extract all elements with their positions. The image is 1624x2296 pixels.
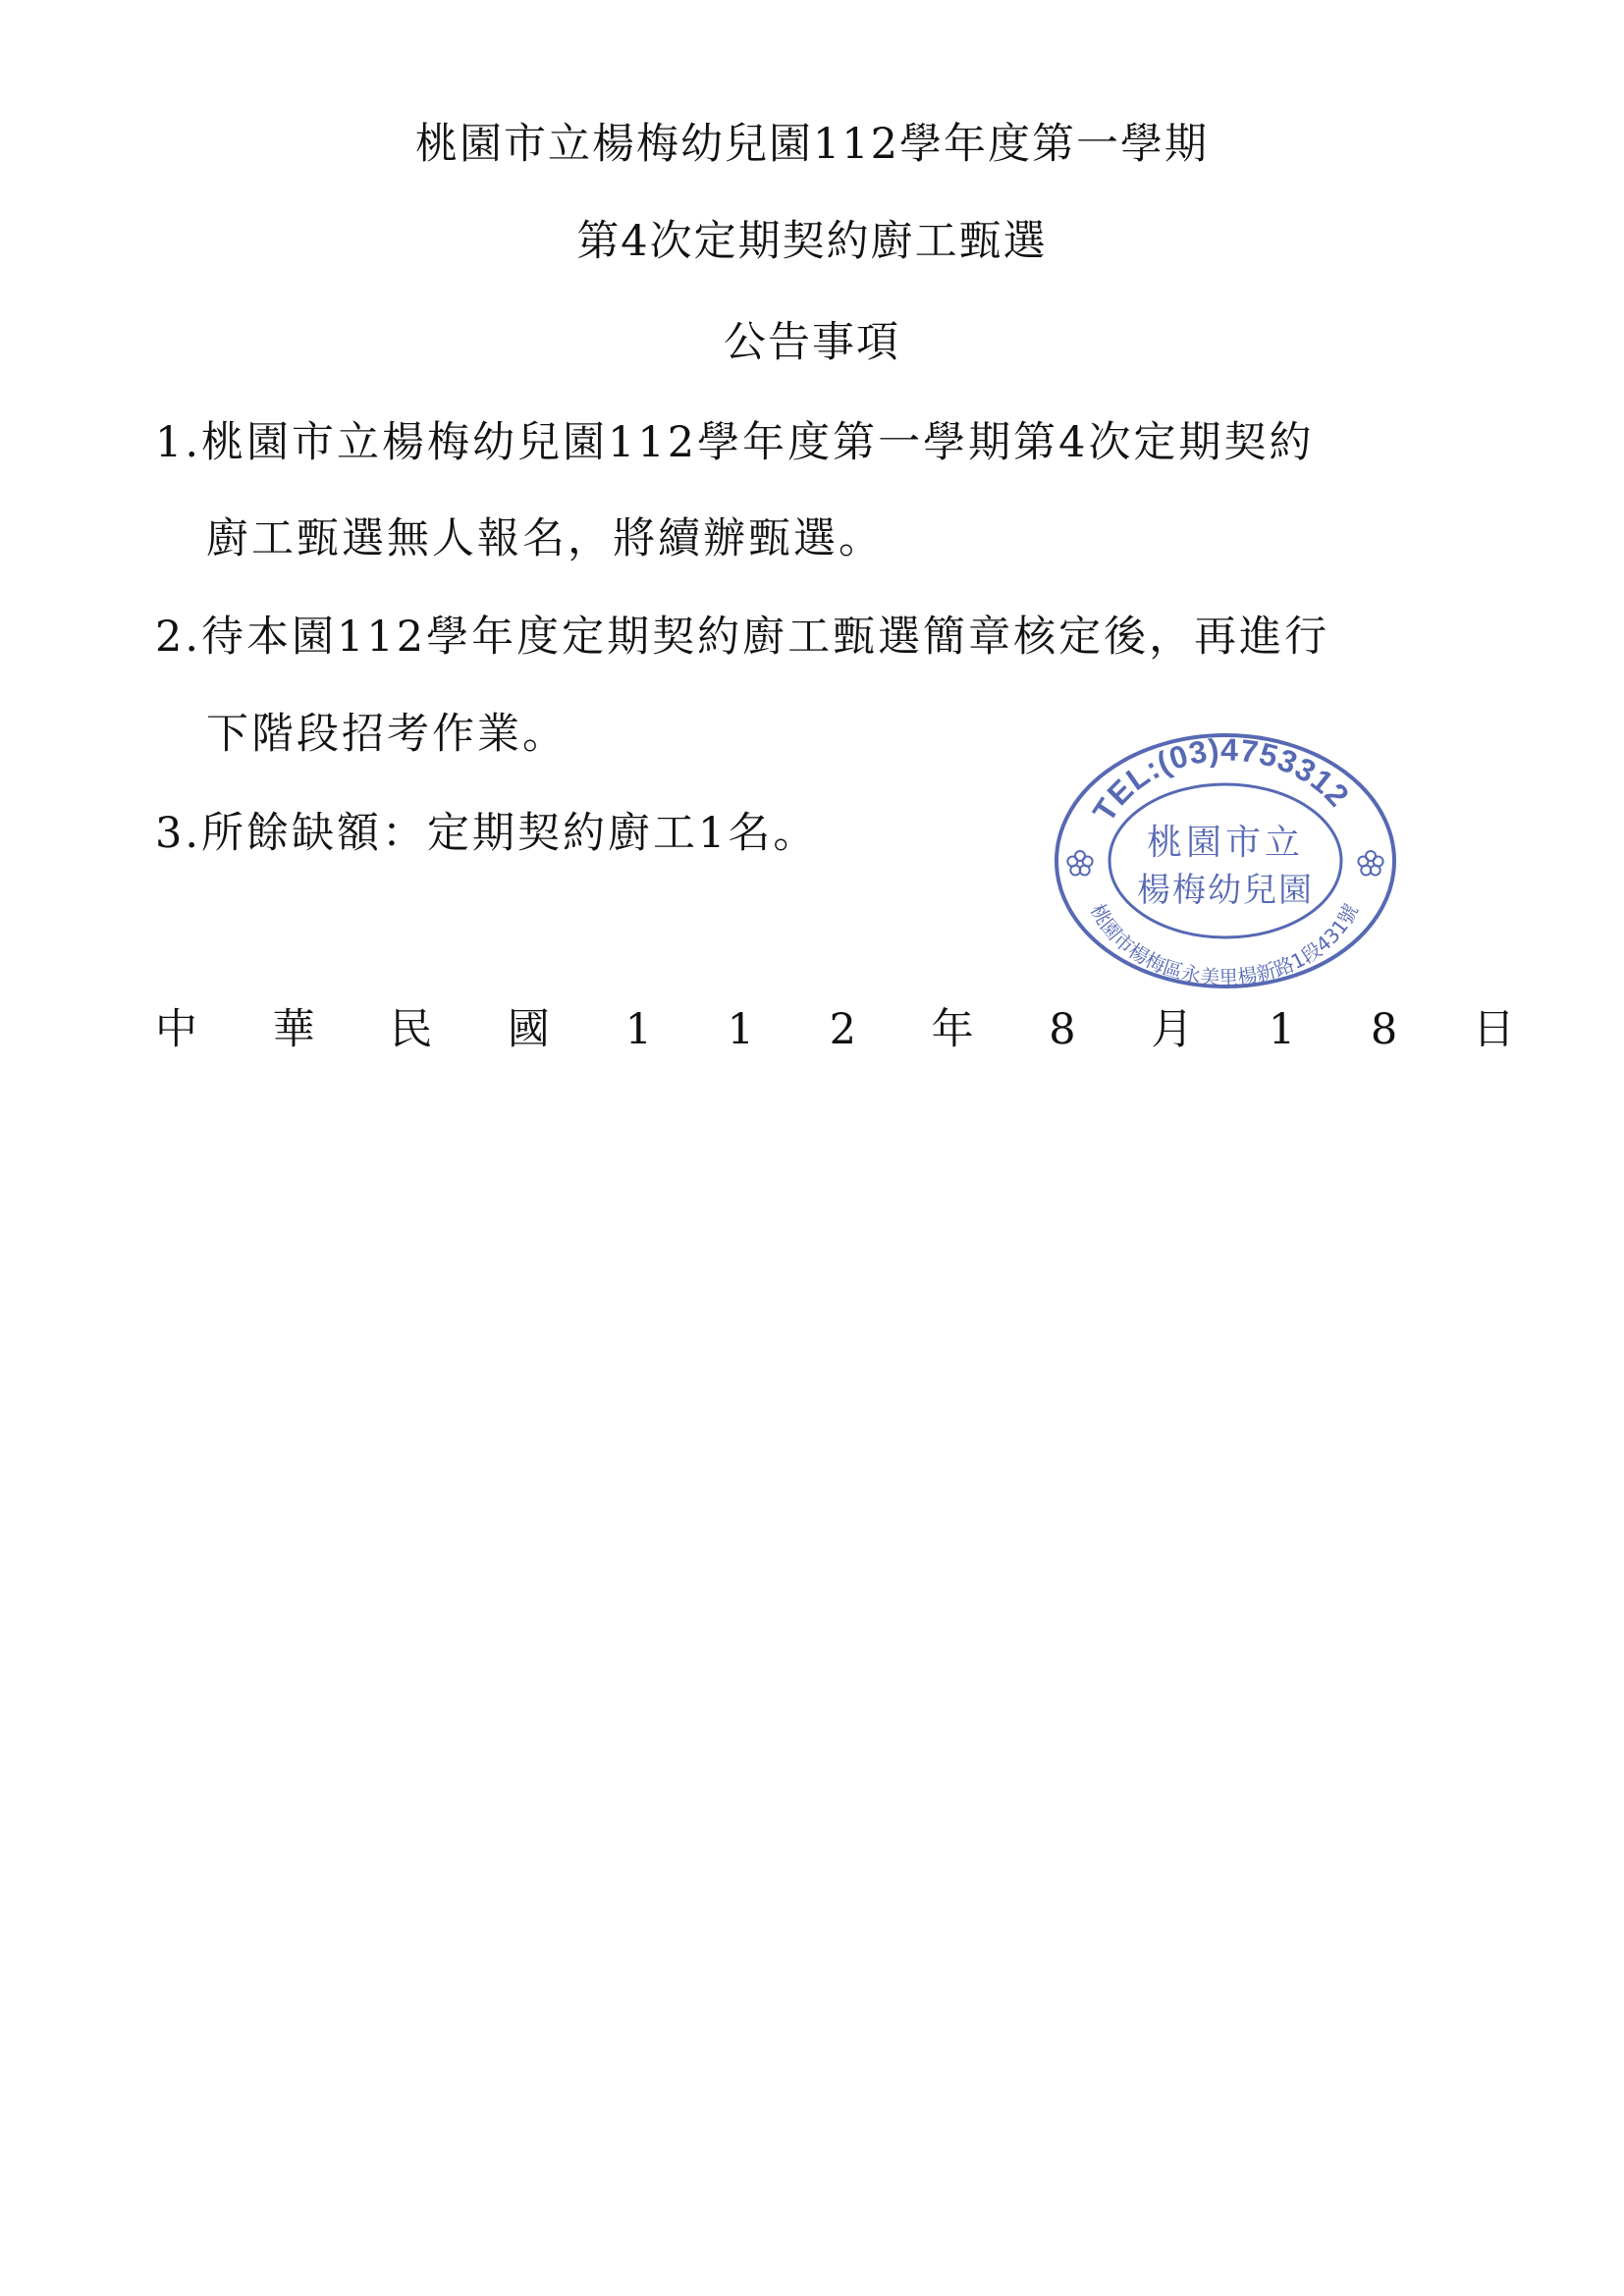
- announcement-item-2: 2.待本園112學年度定期契約廚工甄選簡章核定後，再進行: [155, 613, 1330, 662]
- seal-tel: TEL:(03)4753312: [1085, 731, 1357, 828]
- official-seal-stamp: [1049, 728, 1402, 993]
- date-char: 月: [1151, 1005, 1194, 1054]
- date-char: 1: [727, 1005, 754, 1054]
- seal-name-line-1: 桃園市立: [1146, 823, 1305, 863]
- date-char: 1: [624, 1005, 652, 1054]
- announcement-item-3: 3.所餘缺額：定期契約廚工1名。: [155, 809, 819, 858]
- date-char: 8: [1370, 1005, 1398, 1054]
- date-char: 國: [507, 1005, 550, 1054]
- date-char: 年: [931, 1005, 974, 1054]
- date-char: 華: [272, 1005, 315, 1054]
- date-char: 8: [1049, 1005, 1076, 1054]
- document-title: 桃園市立楊梅幼兒園112學年度第一學期: [414, 120, 1210, 169]
- plum-blossom-icon: [1067, 851, 1092, 876]
- plum-blossom-icon: [1358, 851, 1382, 876]
- date-char: 日: [1472, 1005, 1515, 1054]
- date-char: 中: [155, 1005, 197, 1054]
- date-char: 1: [1268, 1005, 1296, 1054]
- seal-name-line-2: 楊梅幼兒園: [1137, 871, 1314, 910]
- date-char: 民: [390, 1005, 433, 1054]
- date-char: 2: [829, 1005, 856, 1054]
- announcement-heading: 公告事項: [724, 318, 900, 367]
- announcement-item-2-continued: 下階段招考作業。: [206, 710, 568, 759]
- announcement-item-1-continued: 廚工甄選無人報名，將續辦甄選。: [206, 514, 884, 563]
- announcement-date: [155, 1005, 1515, 1054]
- seal-address: 桃園市楊梅區永美里楊新路1段431號: [1085, 899, 1364, 989]
- document-subtitle: 第4次定期契約廚工甄選: [576, 217, 1048, 266]
- announcement-item-1: 1.桃園市立楊梅幼兒園112學年度第一學期第4次定期契約: [155, 418, 1315, 467]
